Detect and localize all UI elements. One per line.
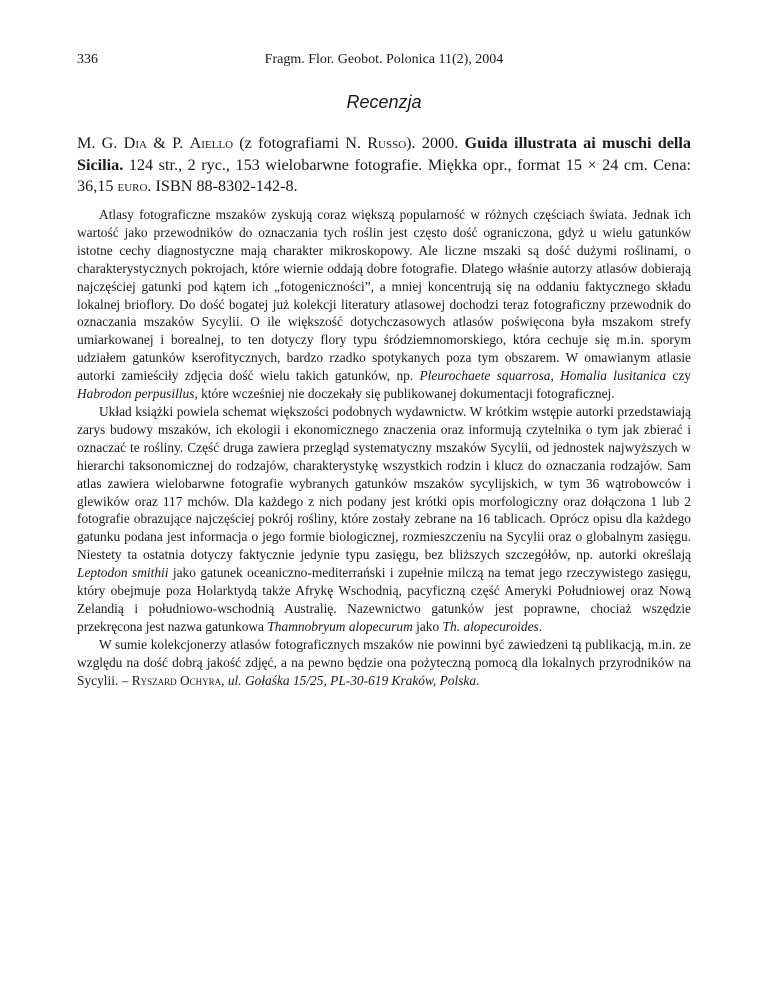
reviewer-address: , ul. Gołaśka 15/25, PL-30-619 Kraków, Polska: [221, 672, 477, 688]
paragraph-1-connector: czy: [666, 368, 691, 384]
paragraph-3-end: .: [476, 672, 480, 688]
species-name: Habrodon perpusillus: [77, 386, 195, 402]
publication-year: ). 2000.: [406, 134, 465, 152]
paragraph-2: [77, 403, 691, 636]
book-citation: [77, 133, 691, 198]
review-body: [77, 206, 691, 689]
running-header: [77, 52, 691, 72]
species-name: Th. alopecuroides: [442, 618, 539, 634]
photographer-surname: Russo: [367, 134, 407, 152]
species-names: Pleurochaete squarrosa, Homalia lusitanica: [419, 368, 667, 384]
author-connector: & P.: [146, 134, 190, 152]
reviewer-name: Ryszard Ochyra: [131, 672, 222, 688]
paragraph-1-text: Atlasy fotograficzne mszaków zyskują coraz większą popularność w różnych częściach świata. Jednak ich wartość jako przewodników do oznaczania tych roślin jest często dość ograniczona, gdyż u wielu gatunków istotne cechy diagnostyczne mają charakter mikroskopowy. Ale liczne mszaki są dość dużymi roślinami, o charakterystycznych pokrojach, które wiernie oddają dobre fotografie. Dlatego właśnie autorzy atlasów dobierają najczęściej gatunki pod kątem ich „fotogeniczności”, a mniej koncentrują się na oddaniu faktycznego składu lokalnej brioflory. Do dość bogatej już kolekcji literatury atlasowej dochodzi teraz fotograficzny przewodnik do oznaczania mszaków Sycylii. O ile większość dotychczasowych atlasów poświęcona była mszakom strefy umiarkowanej i borealnej, to ten dotyczy flory typu śródziemnomorskiego, która cechuje się m.in. sporym udziałem gatunków kserofitycznych, bardzo rzadko spotykanych poza tym obszarem. W omawianym atlasie autorki zamieściły zdjęcia dość wielu takich gatunków, np.: [77, 207, 691, 384]
paragraph-2-connector: jako: [412, 618, 443, 634]
isbn: . ISBN 88-8302-142-8.: [147, 177, 298, 195]
paragraph-3-text: W sumie kolekcjonerzy atlasów fotograficznych mszaków nie powinni być zawiedzeni tą publikacją, m.in. ze względu na dość dobrą jakość zdjęć, a na pewno będzie ona pożyteczną pomocą dla lokalnych przyrodników na Sycylii. –: [77, 636, 691, 688]
currency: euro: [117, 177, 148, 195]
paragraph-3: [77, 636, 691, 690]
paragraph-1-end: , które wcześniej nie doczekały się publikowanej dokumentacji fotograficznej.: [194, 386, 615, 402]
author1-initials: M. G.: [77, 134, 124, 152]
section-title: Recenzja: [346, 92, 422, 112]
journal-title: Fragm. Flor. Geobot. Polonica 11(2), 2004: [264, 52, 504, 67]
species-name: Thamnobryum alopecurum: [267, 618, 413, 634]
page-number: 336: [77, 52, 98, 67]
paragraph-2-end: .: [538, 618, 543, 634]
book-details: 124 str., 2 ryc., 153 wielobarwne fotografie. Miękka opr., format 15 × 24 cm. Cena: 36,15: [77, 155, 691, 195]
paragraph-2-text: Układ książki powiela schemat większości podobnych wydawnictw. W krótkim wstępie autorki przedstawiają zarys budowy mszaków, ich ekologii i ekonomicznego znaczenia oraz informują czytelnika o tym jak zbierać i oznaczać te rośliny. Część druga zawiera przegląd systematyczny mszaków Sycylii, od jednostek najwyższych w hierarchi taksonomicznej do rodzajów, charakterystykę wszystkich rodzin i klucz do oznaczania rodzajów. Sam atlas zawiera wielobarwne fotografie wybranych gatunków mszaków sycylijskich, w tym 36 wątrobowców i glewików oraz 117 mchów. Dla każdego z nich podany jest krótki opis morfologiczny oraz dołączona 1 lub 2 fotografie obrazujące najczęściej pokrój rośliny, które zostały zebrane na 16 tablicach. Oprócz opisu dla każdego gatunku podana jest informacja o jego formie biologicznej, rozmieszczeniu na Sycylii oraz o globalnym zasięgu. Niestety ta ostatnia dotyczy faktycznie jedynie typu zasięgu, bez bliższych szczegółów, np. autorki określają: [77, 403, 691, 563]
author2-surname: Aiello: [189, 134, 234, 152]
paragraph-1: [77, 206, 691, 403]
book-title: Guida illustrata ai muschi della Sicilia.: [77, 134, 691, 174]
author1-surname: Dia: [123, 134, 147, 152]
species-name: Leptodon smithii: [77, 565, 169, 581]
photo-credit: (z fotografiami N.: [233, 134, 368, 152]
paragraph-2-middle: jako gatunek oceaniczno-mediterrański i zupełnie milczą na temat jego rzeczywistego zasięgu, który obejmuje poza Holarktydą także Afrykę Wschodnią, pacyficzną część Ameryki Południowej oraz Nową Zelandią i południowo-wschodnią Australię. Nazewnictwo gatunków jest poprawne, chociaż wszędzie przekręcona jest nazwa gatunkowa: [77, 565, 691, 634]
